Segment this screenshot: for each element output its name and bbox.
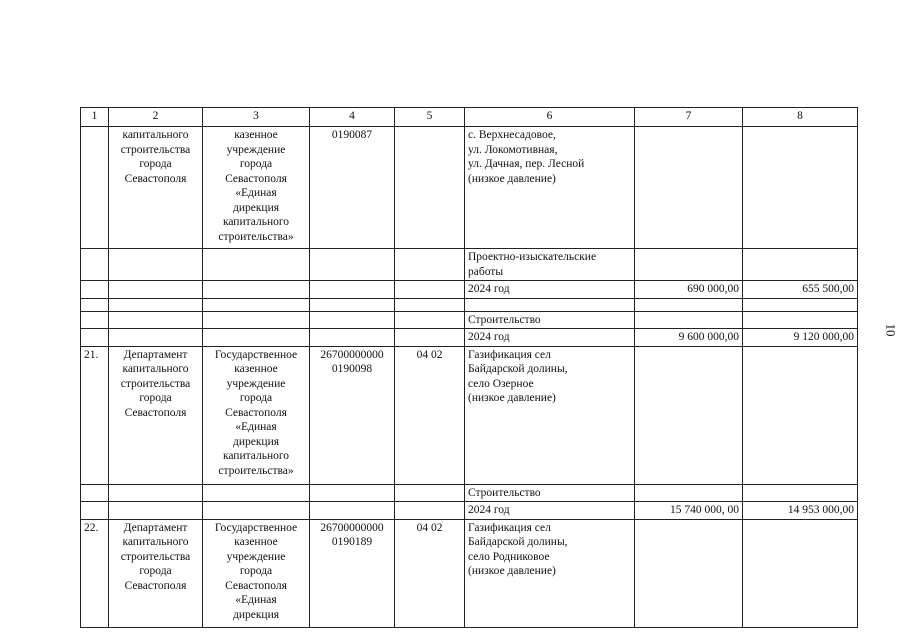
contractor-cell: казенное учреждение города Севастополя «Единая дирекция капитального строительства» xyxy=(203,127,310,249)
year-label: 2024 год xyxy=(465,281,635,299)
budget-table xyxy=(80,107,858,628)
code-cell: 26700000000 0190189 xyxy=(310,519,395,627)
table-row xyxy=(81,249,858,281)
object-cell: Газификация сел Байдарской долины, село Родниковое (низкое давление) xyxy=(465,519,635,627)
table-row xyxy=(81,127,858,249)
header-row xyxy=(81,108,858,127)
header-cell: 4 xyxy=(310,108,395,127)
amount-cell: 14 953 000,00 xyxy=(743,502,858,520)
customer-cell: капитального строительства города Севастополя xyxy=(109,127,203,249)
table-row xyxy=(81,346,858,484)
table-row xyxy=(81,311,858,329)
amount-cell: 690 000,00 xyxy=(635,281,743,299)
section-code-cell: 04 02 xyxy=(395,346,465,484)
contractor-cell: Государственное казенное учреждение города Севастополя «Единая дирекция xyxy=(203,519,310,627)
work-type-label: Строительство xyxy=(465,311,635,329)
row-number: 22. xyxy=(81,519,109,627)
header-cell: 2 xyxy=(109,108,203,127)
amount-cell: 655 500,00 xyxy=(743,281,858,299)
header-cell: 5 xyxy=(395,108,465,127)
work-type-label: Строительство xyxy=(465,484,635,502)
year-label: 2024 год xyxy=(465,502,635,520)
table-row xyxy=(81,502,858,520)
amount-cell: 9 600 000,00 xyxy=(635,329,743,347)
page-number: 10 xyxy=(883,323,899,337)
header-cell: 6 xyxy=(465,108,635,127)
object-cell: Газификация сел Байдарской долины, село Озерное (низкое давление) xyxy=(465,346,635,484)
header-cell: 1 xyxy=(81,108,109,127)
code-cell: 0190087 xyxy=(310,127,395,249)
header-cell: 8 xyxy=(743,108,858,127)
amount-cell: 15 740 000, 00 xyxy=(635,502,743,520)
row-number: 21. xyxy=(81,346,109,484)
table-row xyxy=(81,281,858,299)
year-label: 2024 год xyxy=(465,329,635,347)
table-row xyxy=(81,519,858,627)
contractor-cell: Государственное казенное учреждение города Севастополя «Единая дирекция капитального строительства» xyxy=(203,346,310,484)
table-row xyxy=(81,298,858,311)
table-row xyxy=(81,484,858,502)
amount-cell: 9 120 000,00 xyxy=(743,329,858,347)
table-row xyxy=(81,329,858,347)
section-code-cell: 04 02 xyxy=(395,519,465,627)
customer-cell: Департамент капитального строительства города Севастополя xyxy=(109,346,203,484)
object-cell: с. Верхнесадовое, ул. Локомотивная, ул. Дачная, пер. Лесной (низкое давление) xyxy=(465,127,635,249)
header-cell: 7 xyxy=(635,108,743,127)
work-type-label: Проектно-изыскательские работы xyxy=(465,249,635,281)
header-cell: 3 xyxy=(203,108,310,127)
code-cell: 26700000000 0190098 xyxy=(310,346,395,484)
customer-cell: Департамент капитального строительства города Севастополя xyxy=(109,519,203,627)
